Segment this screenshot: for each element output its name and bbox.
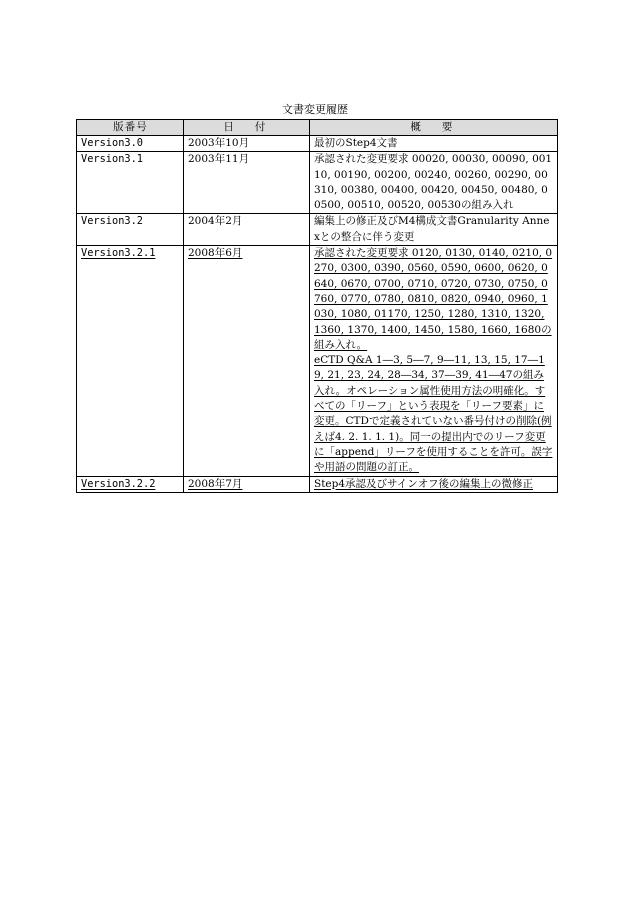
table-row — [77, 214, 558, 246]
date-cell — [184, 476, 310, 492]
summary-text: 承認された変更要求 00020, 00030, 00090, 00110, 00190, 00200, 00240, 00260, 00290, 00310, 00380, 00400, 00420, 00450, 00480, 00500, 00510, 00520, 00530の組み入れ — [314, 153, 553, 212]
version-cell: Version3.1 — [77, 152, 184, 214]
summary-cell — [310, 152, 558, 214]
summary-text — [314, 353, 554, 475]
date-text: 2008年7月 — [188, 477, 243, 490]
summary-cell — [310, 476, 558, 492]
date-cell: 2003年11月 — [184, 152, 310, 214]
date-cell — [184, 246, 310, 476]
version-cell: Version3.2 — [77, 214, 184, 246]
summary-cell — [310, 136, 558, 152]
version-cell: Version3.0 — [77, 136, 184, 152]
table-row — [77, 152, 558, 214]
summary-cell — [310, 214, 558, 246]
summary-text-editorial: Step4承認及びサインオフ後の編集上の微修正 — [314, 477, 533, 490]
version-cell — [77, 246, 184, 476]
summary-text-change-requests: 承認された変更要求 0120, 0130, 0140, 0210, 0270, 0300, 0390, 0560, 0590, 0600, 0620, 0640, 0670, 0700, 0710, 0720, 0730, 0750, 0760, 0770, 0780, 0810, 0820, 0940, 0960, 1030, 1080, 01170, 1250, 1280, 1310, 1320, 1360, 1370, 1400, 1450, 1580, 1660, 1680の組み入れ。 — [314, 247, 553, 351]
column-header-summary: 概 要 — [310, 120, 558, 136]
summary-cell — [310, 246, 558, 476]
table-header-row — [77, 120, 558, 136]
table-row — [77, 246, 558, 476]
version-cell — [77, 476, 184, 492]
column-header-version: 版番号 — [77, 120, 184, 136]
revision-history-table — [76, 119, 558, 493]
date-cell: 2003年10月 — [184, 136, 310, 152]
version-text: Version3.2.1 — [81, 247, 156, 260]
column-header-date: 日 付 — [184, 120, 310, 136]
summary-text: 編集上の修正及びM4構成文書Granularity Annexとの整合に伴う変更 — [314, 215, 550, 243]
summary-text — [314, 477, 554, 492]
date-text: 2008年6月 — [188, 247, 243, 260]
table-row — [77, 136, 558, 152]
summary-text: 最初のStep4文書 — [314, 137, 398, 149]
document-title: 文書変更履歴 — [282, 103, 348, 116]
date-cell: 2004年2月 — [184, 214, 310, 246]
summary-text-qa: eCTD Q&A 1―3, 5―7, 9―11, 13, 15, 17―19, 21, 23, 24, 28―34, 37―39, 41―47の組み入れ。オペレーション属性使用方法の明確化。すべての「リーフ」という表現を「リーフ要素」に変更。CTDで定義されていない番号付けの削除(例えば4. 2. 1. 1. 1)。同一の提出内でのリーフ変更に「append」リーフを使用することを許可。誤字や用語の問題の訂正。 — [314, 354, 553, 474]
version-text: Version3.2.2 — [81, 477, 156, 490]
summary-text — [314, 246, 554, 353]
table-row — [77, 476, 558, 492]
